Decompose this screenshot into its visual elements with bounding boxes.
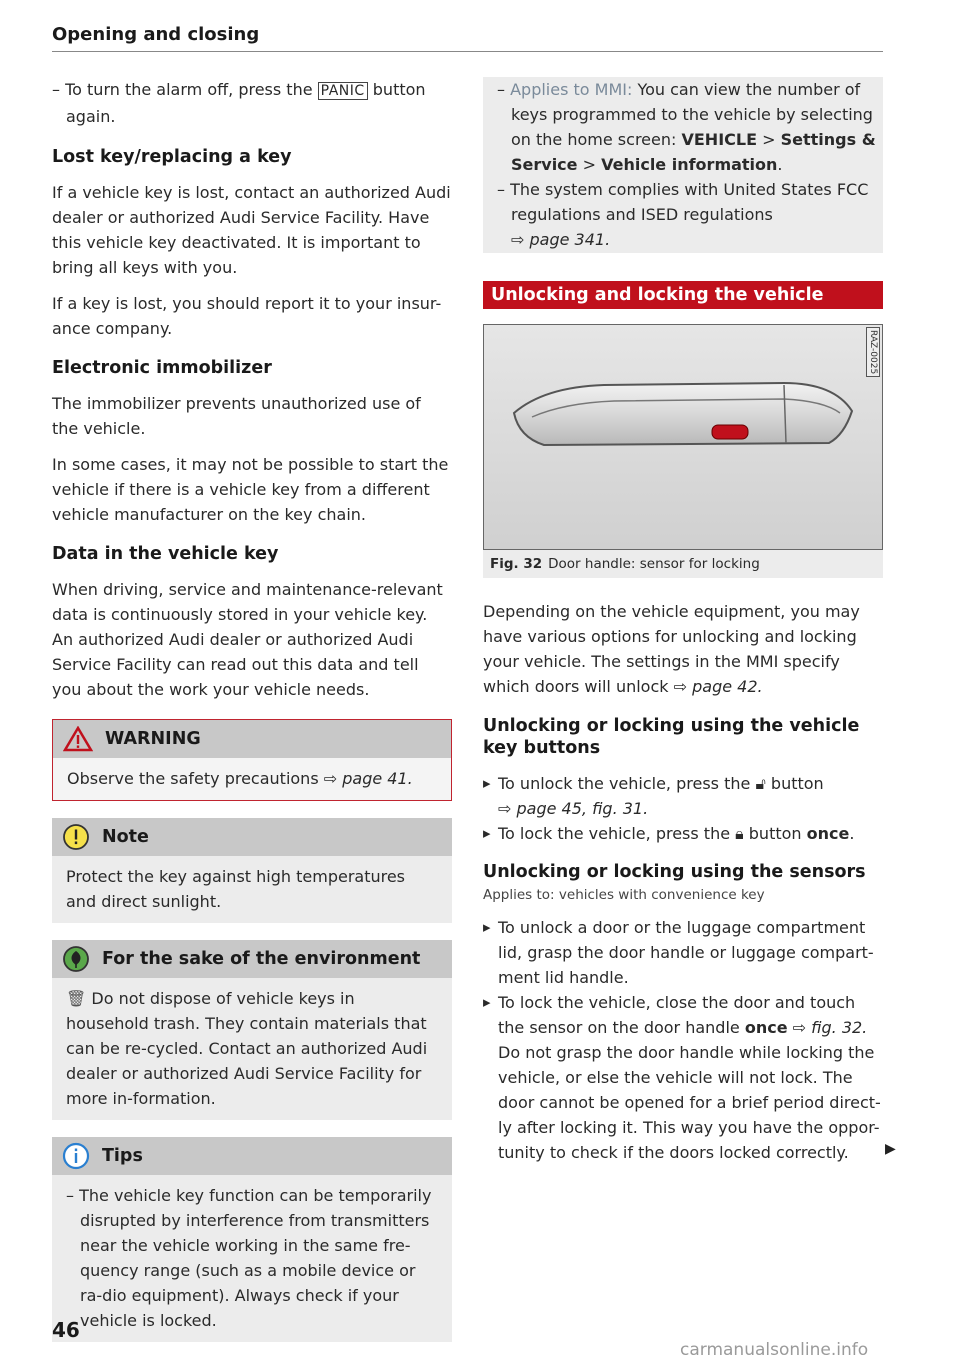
- info-circle-icon: [62, 1142, 90, 1170]
- lost-key-paragraph-1: If a vehicle key is lost, contact an authorized Audi dealer or authorized Audi Service Facility. Have this vehicle key deactivated. It is important to bring all keys with you.: [52, 183, 451, 277]
- trash-bin-crossed-icon: 🗑︎: [66, 989, 87, 1008]
- fcc-text: The system complies with United States FCC regulations and ISED regulations: [510, 180, 869, 224]
- alarm-text-post: button: [372, 80, 426, 99]
- unlock-page-ref[interactable]: ⇨ page 45, fig. 31.: [498, 799, 649, 818]
- tips-text: The vehicle key function can be temporarily disrupted by interference from transmitters near the vehicle working in the same fre-quency range (such as a mobile device or ra-dio equipment). Always check if your vehicle is locked.: [79, 1186, 432, 1330]
- page-number: 46: [52, 1318, 80, 1342]
- warning-page-ref[interactable]: ⇨ page 41.: [323, 769, 413, 788]
- note-header: [52, 818, 452, 856]
- data-key-paragraph: When driving, service and maintenance-relevant data is continuously stored in your vehicle key. An authorized Audi dealer or authorized Audi Service Facility can read out this data and tell you about the work your vehicle needs.: [52, 580, 443, 699]
- tips-item: – The vehicle key function can be temporarily disrupted by interference from transmitters near the vehicle working in the same fre-quency range (such as a mobile device or ra-dio equipment). Always check if your vehicle is locked.: [66, 1186, 432, 1330]
- note-text: Protect the key against high temperatures and direct sunlight.: [66, 867, 406, 911]
- alarm-text: To turn the alarm off, press the: [65, 80, 313, 99]
- note-body: [52, 856, 452, 923]
- warning-triangle-icon: [63, 726, 93, 752]
- exclamation-circle-icon: [62, 823, 90, 851]
- environment-title: For the sake of the environment: [102, 949, 421, 969]
- section-title-bar: Unlocking and locking the vehicle: [483, 281, 883, 309]
- mmi-text: You can view the number of keys programmed to the vehicle by selecting on the home screen:: [511, 80, 873, 149]
- warning-header: [53, 720, 451, 758]
- door-handle-illustration: [484, 325, 882, 547]
- sensors-applies: Applies to: vehicles with convenience key: [483, 887, 765, 903]
- tips-body: [52, 1175, 452, 1342]
- immobilizer-paragraph-1: The immobilizer prevents unauthorized use of the vehicle.: [52, 394, 421, 438]
- tips-header: [52, 1137, 452, 1175]
- environment-body: [52, 978, 452, 1120]
- sensor-lock-text-post: Do not grasp the door handle while locking the vehicle, or else the vehicle will not lock. The door cannot be opened for a brief period direct-ly after locking it. This way you have the oppor-tunity to check if the doors locked correctly.: [498, 1043, 881, 1162]
- header-divider: [52, 51, 883, 52]
- mmi-item: – Applies to MMI: You can view the number of keys programmed to the vehicle by selecting on the home screen: VEHICLE > Settings & Service > Vehicle information.: [497, 80, 876, 174]
- sensors-heading: Unlocking or locking using the sensors: [483, 862, 866, 882]
- intro-paragraph: [483, 599, 883, 699]
- environment-box: [52, 940, 452, 1120]
- mmi-panel: [483, 77, 883, 253]
- unlock-step: [483, 771, 883, 821]
- continue-arrow-icon: ▶: [885, 1141, 896, 1157]
- sensor-fig-ref[interactable]: ⇨ fig. 32.: [792, 1018, 868, 1037]
- figure-caption-text: Door handle: sensor for locking: [548, 556, 760, 572]
- intro-text: Depending on the vehicle equipment, you may have various options for unlocking and locking your vehicle. The settings in the MMI specify which doors will unlock: [483, 602, 860, 696]
- fcc-page-ref[interactable]: ⇨ page 341.: [511, 230, 611, 249]
- note-title: Note: [102, 827, 149, 847]
- warning-box: [52, 719, 452, 801]
- lock-key-icon: 🔒︎: [735, 824, 744, 843]
- sensor-once: once: [744, 1018, 788, 1037]
- immobilizer-paragraph-2: In some cases, it may not be possible to start the vehicle if there is a vehicle key from a different vehicle manufacturer on the key chain.: [52, 455, 449, 524]
- unlock-key-icon: 🔓︎: [755, 774, 766, 793]
- unlock-text: To unlock the vehicle, press the: [498, 774, 751, 793]
- sensor-unlock-step: ▸ To unlock a door or the luggage compartment lid, grasp the door handle or luggage compart-ment lid handle.: [483, 915, 883, 990]
- immobilizer-heading: Electronic immobilizer: [52, 358, 272, 378]
- left-column: [52, 77, 452, 1342]
- note-box: [52, 818, 452, 923]
- mmi-vehicle: VEHICLE: [681, 130, 758, 149]
- figure-code: RAZ-0025: [866, 327, 880, 377]
- lock-step: ▸ To lock the vehicle, press the 🔒︎ button once.: [483, 821, 883, 846]
- tips-title: Tips: [102, 1146, 143, 1166]
- figure-label: Fig. 32: [490, 556, 543, 572]
- sensor-lock-text: To lock the vehicle, close the door and touch the sensor on the door handle: [498, 993, 856, 1037]
- fcc-item: – The system complies with United States FCC regulations and ISED regulations ⇨ page 341.: [497, 180, 869, 249]
- warning-text: Observe the safety precautions: [67, 769, 319, 788]
- lock-text: To lock the vehicle, press the: [498, 824, 731, 843]
- key-buttons-heading: Unlocking or locking using the vehicle key buttons: [483, 716, 860, 758]
- figure-caption: [483, 550, 883, 578]
- watermark: carmanualsonline.info: [680, 1340, 869, 1360]
- data-key-heading: Data in the vehicle key: [52, 544, 279, 564]
- warning-title: WARNING: [105, 729, 201, 749]
- alarm-text-cont: again.: [66, 107, 116, 126]
- tips-box: [52, 1137, 452, 1342]
- panic-key-label: PANIC: [318, 82, 368, 100]
- lock-text-post: button: [748, 824, 802, 843]
- environment-header: [52, 940, 452, 978]
- lost-key-paragraph-2: If a key is lost, you should report it to your insur-ance company.: [52, 294, 442, 338]
- mmi-settings: Settings & Service: [511, 130, 876, 174]
- sensor-lock-step: [483, 990, 883, 1165]
- intro-page-ref[interactable]: ⇨ page 42.: [673, 677, 763, 696]
- environment-text: Do not dispose of vehicle keys in household trash. They contain materials that can be re-cycled. Contact an authorized Audi dealer or authorized Audi Service Facility for more in-formation.: [66, 989, 428, 1108]
- door-handle-figure: [483, 324, 883, 550]
- warning-body: [53, 758, 451, 800]
- mmi-label: Applies to MMI:: [510, 80, 633, 99]
- right-column: [483, 77, 883, 1165]
- lost-key-heading: Lost key/replacing a key: [52, 147, 292, 167]
- page-header-title: Opening and closing: [52, 24, 260, 45]
- mmi-vehicle-info: Vehicle information: [601, 155, 778, 174]
- environment-leaf-icon: [62, 945, 90, 973]
- alarm-instruction: – To turn the alarm off, press the PANIC button again.: [52, 80, 426, 126]
- unlock-text-post: button: [770, 774, 824, 793]
- lock-once: once: [806, 824, 850, 843]
